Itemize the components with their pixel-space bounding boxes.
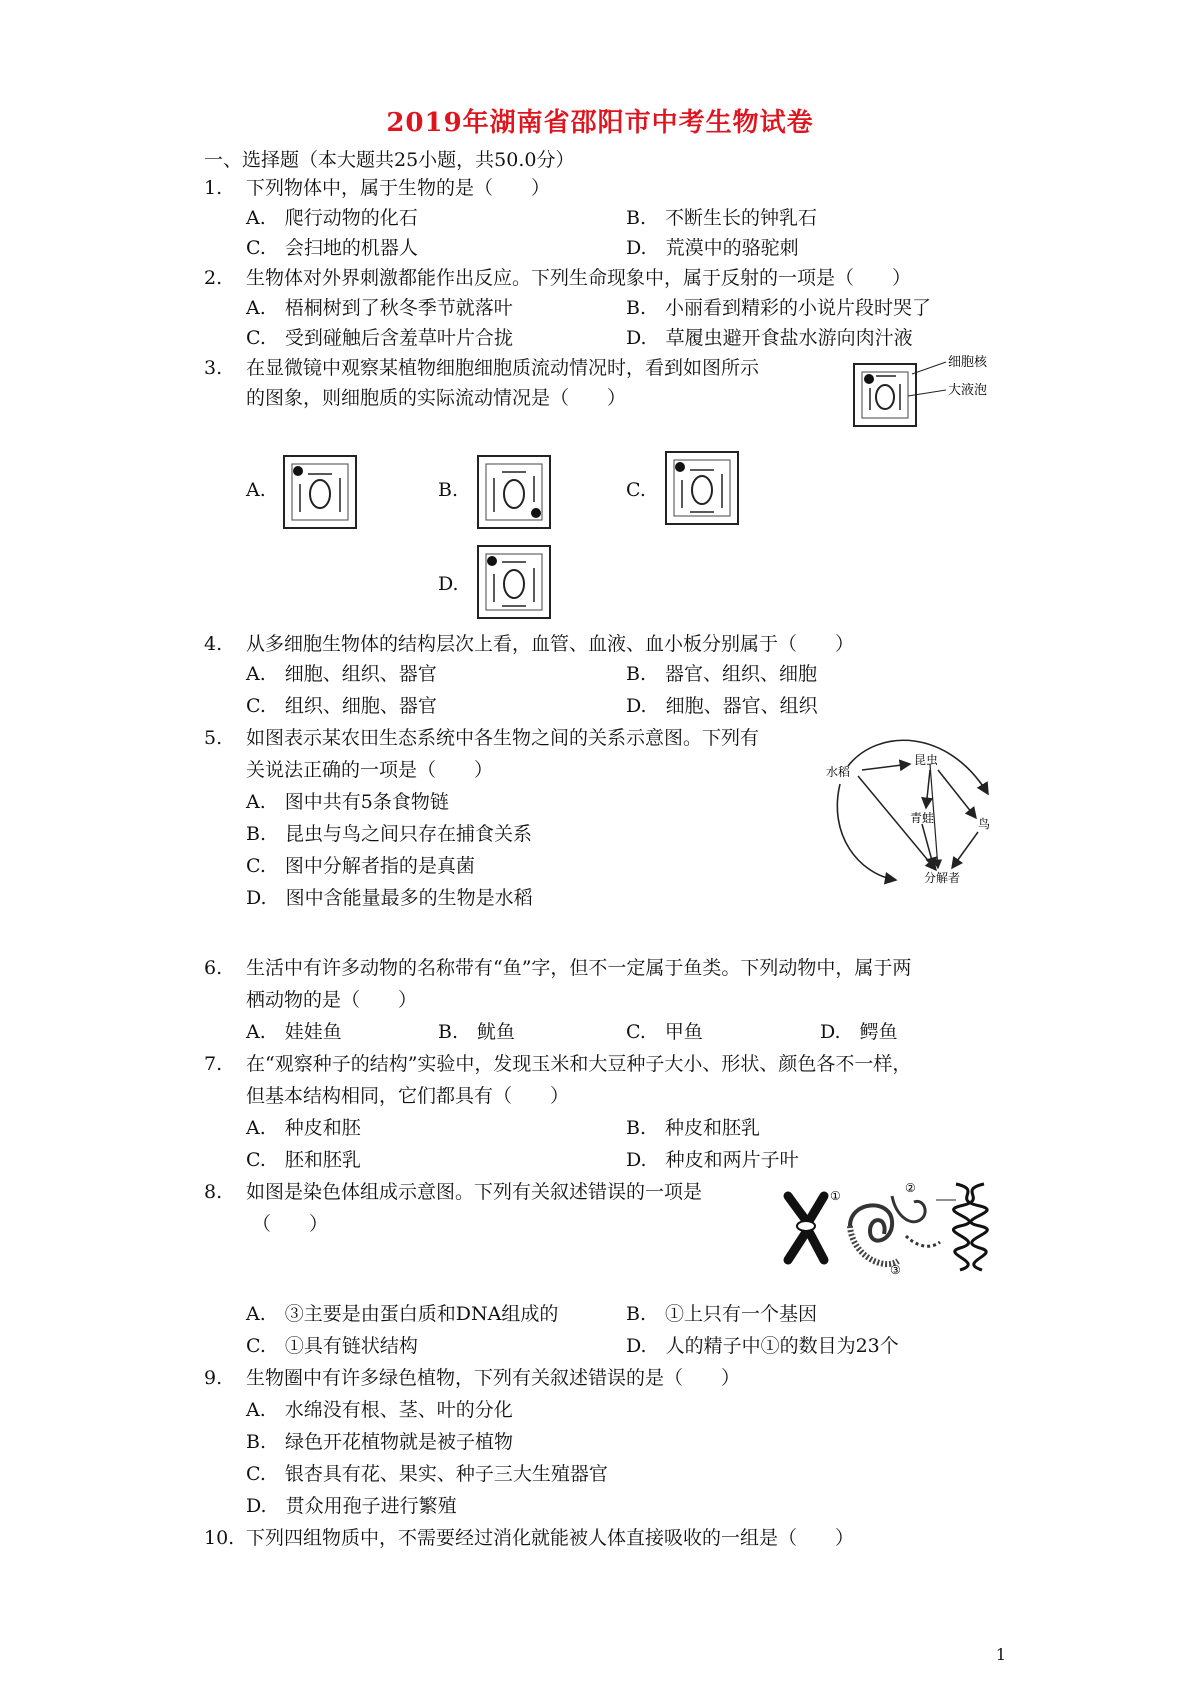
q8-option-c: C. ①具有链状结构 — [246, 1335, 418, 1357]
q3-option-c-cell — [664, 450, 740, 526]
q6-option-a: A. 娃娃鱼 — [246, 1021, 342, 1043]
q4-option-a: A. 细胞、组织、器官 — [246, 663, 437, 685]
q3-option-d-cell — [476, 544, 552, 620]
q3-label-vacuole: 大液泡 — [948, 383, 988, 398]
page-title: 2019年湖南省邵阳市中考生物试卷 — [386, 108, 814, 138]
q5-node-decomposer: 分解者 — [924, 871, 961, 885]
q3-reference-cell-figure — [850, 352, 1020, 432]
section-heading: 一、选择题（本大题共25小题，共50.0分） — [204, 149, 575, 171]
q8-option-a: A. ③主要是由蛋白质和DNA组成的 — [246, 1303, 559, 1325]
q4-number: 4. — [204, 633, 223, 655]
q6-option-c: C. 甲鱼 — [626, 1021, 703, 1043]
q6-stem-line2: 栖动物的是（ ） — [246, 989, 418, 1011]
q5-node-rice: 水稻 — [826, 765, 851, 779]
q5-node-insect: 昆虫 — [914, 753, 939, 767]
q8-marker-3: ③ — [890, 1263, 901, 1277]
q6-option-b: B. 鱿鱼 — [438, 1021, 516, 1043]
q7-stem-line1: 在“观察种子的结构”实验中，发现玉米和大豆种子大小、形状、颜色各不一样， — [246, 1053, 912, 1075]
q3-option-c[interactable]: C. — [626, 479, 646, 501]
q3-option-a-cell — [282, 454, 358, 530]
q2-option-b: B. 小丽看到精彩的小说片段时哭了 — [626, 297, 932, 319]
q1-option-a: A. 爬行动物的化石 — [246, 207, 418, 229]
q5-stem-line1: 如图表示某农田生态系统中各生物之间的关系示意图。下列有 — [246, 727, 760, 749]
q5-stem-line2: 关说法正确的一项是（ ） — [246, 759, 494, 781]
q4-option-d: D. 细胞、器官、组织 — [626, 695, 818, 717]
q2-option-c: C. 受到碰触后含羞草叶片合拢 — [246, 327, 513, 349]
q2-number: 2. — [204, 267, 223, 289]
q7-option-d: D. 种皮和两片子叶 — [626, 1149, 799, 1171]
q1-option-d: D. 荒漠中的骆驼刺 — [626, 237, 799, 259]
q10-stem: 下列四组物质中，不需要经过消化就能被人体直接吸收的一组是（ ） — [246, 1527, 855, 1549]
q2-stem: 生物体对外界刺激都能作出反应。下列生命现象中，属于反射的一项是（ ） — [246, 267, 912, 289]
q5-option-c: C. 图中分解者指的是真菌 — [246, 855, 475, 877]
q8-stem-line1: 如图是染色体组成示意图。下列有关叙述错误的一项是 — [246, 1181, 703, 1203]
q1-number: 1. — [204, 177, 223, 199]
q7-number: 7. — [204, 1053, 223, 1075]
q6-stem-line1: 生活中有许多动物的名称带有“鱼”字，但不一定属于鱼类。下列动物中，属于两 — [246, 957, 912, 979]
q9-option-b: B. 绿色开花植物就是被子植物 — [246, 1431, 514, 1453]
q3-option-a[interactable]: A. — [246, 479, 266, 501]
q1-option-c: C. 会扫地的机器人 — [246, 237, 418, 259]
q5-node-frog: 青蛙 — [910, 811, 935, 825]
q5-food-web-figure — [818, 724, 1002, 888]
q5-option-b: B. 昆虫与鸟之间只存在捕食关系 — [246, 823, 533, 845]
q4-option-c: C. 组织、细胞、器官 — [246, 695, 437, 717]
q10-number: 10. — [204, 1527, 235, 1549]
q3-option-d[interactable]: D. — [438, 573, 459, 595]
q3-option-b[interactable]: B. — [438, 479, 459, 501]
q9-option-d: D. 贯众用孢子进行繁殖 — [246, 1495, 457, 1517]
q1-stem: 下列物体中，属于生物的是（ ） — [246, 177, 551, 199]
q5-number: 5. — [204, 727, 223, 749]
q7-option-a: A. 种皮和胚 — [246, 1117, 361, 1139]
q3-option-b-cell — [476, 454, 552, 530]
q8-option-b: B. ①上只有一个基因 — [626, 1303, 818, 1325]
q7-option-b: B. 种皮和胚乳 — [626, 1117, 761, 1139]
q8-marker-2: ② — [905, 1181, 916, 1195]
q3-number: 3. — [204, 357, 223, 379]
q8-marker-1: ① — [830, 1189, 841, 1203]
q3-stem-line1: 在显微镜中观察某植物细胞细胞质流动情况时，看到如图所示 — [246, 357, 760, 379]
q5-option-d: D. 图中含能量最多的生物是水稻 — [246, 887, 533, 909]
q3-label-nucleus: 细胞核 — [948, 355, 988, 370]
q1-option-b: B. 不断生长的钟乳石 — [626, 207, 818, 229]
q9-option-c: C. 银杏具有花、果实、种子三大生殖器官 — [246, 1463, 608, 1485]
q5-node-bird: 鸟 — [978, 817, 991, 831]
q5-option-a: A. 图中共有5条食物链 — [246, 791, 449, 813]
q8-chromosome-figure — [780, 1176, 1010, 1284]
q8-stem-line2: （ ） — [252, 1213, 329, 1235]
q8-option-d: D. 人的精子中①的数目为23个 — [626, 1335, 899, 1357]
q6-number: 6. — [204, 957, 223, 979]
q6-option-d: D. 鳄鱼 — [820, 1021, 898, 1043]
q2-option-a: A. 梧桐树到了秋冬季节就落叶 — [246, 297, 513, 319]
q3-stem-line2: 的图象，则细胞质的实际流动情况是（ ） — [246, 387, 627, 409]
q9-stem: 生物圈中有许多绿色植物，下列有关叙述错误的是（ ） — [246, 1367, 741, 1389]
q4-stem: 从多细胞生物体的结构层次上看，血管、血液、血小板分别属于（ ） — [246, 633, 855, 655]
q9-number: 9. — [204, 1367, 223, 1389]
q7-option-c: C. 胚和胚乳 — [246, 1149, 361, 1171]
q7-stem-line2: 但基本结构相同，它们都具有（ ） — [246, 1085, 570, 1107]
q4-option-b: B. 器官、组织、细胞 — [626, 663, 818, 685]
q9-option-a: A. 水绵没有根、茎、叶的分化 — [246, 1399, 513, 1421]
q2-option-d: D. 草履虫避开食盐水游向肉汁液 — [626, 327, 913, 349]
page-number: 1 — [995, 1645, 1006, 1664]
q8-number: 8. — [204, 1181, 223, 1203]
